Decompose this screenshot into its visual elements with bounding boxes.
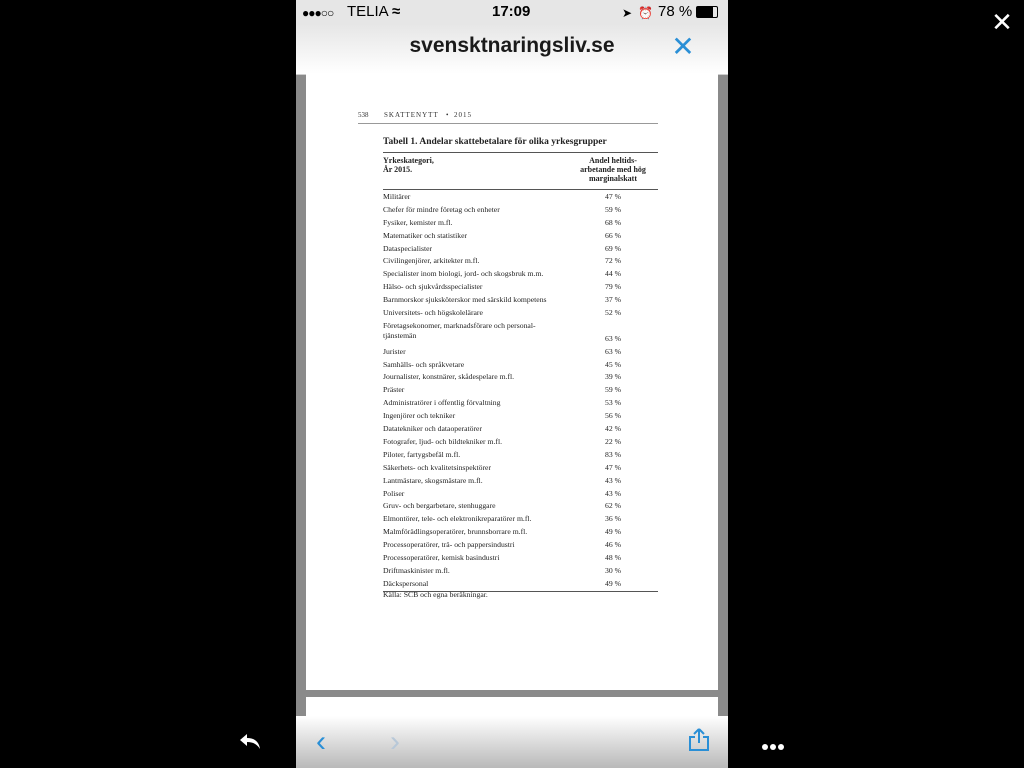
table-row <box>383 371 658 384</box>
row-category: Samhälls- och språkvetare <box>383 359 465 369</box>
row-category: Civilingenjörer, arkitekter m.fl. <box>383 256 480 266</box>
row-value: 42 % <box>604 424 621 434</box>
row-category: Processoperatörer, kemisk basindustri <box>383 552 500 562</box>
row-category: Matematiker och statistiker <box>383 230 468 240</box>
table-row <box>383 307 658 320</box>
row-category: Ingenjörer och tekniker <box>383 411 456 421</box>
table-row <box>383 565 658 578</box>
row-category <box>383 321 573 341</box>
phone-screenshot <box>296 0 728 768</box>
signal-strength: ●●●○○ <box>302 6 334 20</box>
battery-fill <box>697 7 713 17</box>
row-value: 56 % <box>604 411 621 421</box>
row-value: 22 % <box>604 436 621 446</box>
carrier-name: TELIA <box>347 3 389 20</box>
header-share-line: Andel heltids- <box>589 156 637 165</box>
table-row <box>383 539 658 552</box>
running-head <box>358 111 658 124</box>
table-row <box>383 268 658 281</box>
alarm-icon: ⏰ <box>638 6 653 20</box>
table-row <box>383 488 658 501</box>
row-category: Universitets- och högskolelärare <box>383 308 483 318</box>
battery-percent: 78 % <box>658 3 693 20</box>
row-category: Administratörer i offentlig förvaltning <box>383 398 501 408</box>
row-value: 47 % <box>604 462 621 472</box>
row-value: 62 % <box>604 501 621 511</box>
row-category: Däckspersonal <box>383 578 429 588</box>
site-title: svensktnaringsliv.se <box>409 34 615 57</box>
table-header <box>383 152 658 190</box>
row-value: 43 % <box>604 488 621 498</box>
row-category: Specialister inom biologi, jord- och skogsbruk m.m. <box>383 269 544 279</box>
close-icon[interactable]: ✕ <box>991 7 1013 37</box>
table-body <box>383 190 658 592</box>
row-value: 68 % <box>604 217 621 227</box>
row-category: Poliser <box>383 488 405 498</box>
close-browser-button[interactable]: ✕ <box>671 31 695 62</box>
row-value: 59 % <box>604 204 621 214</box>
battery-icon <box>696 6 718 18</box>
row-category-line: Företagsekonomer, marknadsförare och personal- <box>383 320 536 330</box>
row-value: 83 % <box>604 449 621 459</box>
row-category: Hälso- och sjukvårdsspecialister <box>383 282 483 292</box>
table-row <box>383 281 658 294</box>
table-row <box>383 578 658 591</box>
row-category: Säkerhets- och kvalitetsinspektörer <box>383 462 492 472</box>
row-value: 63 % <box>604 333 621 343</box>
row-value: 66 % <box>604 230 621 240</box>
reply-icon[interactable] <box>238 730 262 758</box>
table-row <box>383 410 658 423</box>
header-share <box>568 156 658 183</box>
table-row <box>383 462 658 475</box>
row-value: 63 % <box>604 346 621 356</box>
row-category: Fotografer, ljud- och bildtekniker m.fl. <box>383 436 503 446</box>
browser-header <box>296 24 728 75</box>
status-time: 17:09 <box>492 3 531 20</box>
table-row <box>383 359 658 372</box>
header-category-line: Yrkeskategori, <box>383 156 434 165</box>
separator: • <box>446 111 449 119</box>
table-row <box>383 552 658 565</box>
table-row <box>383 384 658 397</box>
table-row <box>383 320 658 346</box>
row-category: Datatekniker och dataoperatörer <box>383 424 483 434</box>
table-row <box>383 526 658 539</box>
row-value: 48 % <box>604 552 621 562</box>
row-value: 59 % <box>604 385 621 395</box>
table-row <box>383 397 658 410</box>
row-value: 46 % <box>604 540 621 550</box>
row-value: 53 % <box>604 398 621 408</box>
row-value: 52 % <box>604 308 621 318</box>
status-bar <box>296 0 728 24</box>
header-share-line: arbetande med hög <box>580 165 646 174</box>
location-icon: ➤ <box>622 6 633 20</box>
browser-toolbar <box>296 716 728 768</box>
more-icon[interactable] <box>760 730 786 758</box>
table-row <box>383 346 658 359</box>
header-share-line: marginalskatt <box>589 174 637 183</box>
row-value: 79 % <box>604 282 621 292</box>
table-row <box>383 230 658 243</box>
journal-name: SKATTENYTT <box>384 111 439 119</box>
header-category <box>383 156 533 174</box>
row-category: Malmförädlingsoperatörer, brunnsborrare m.fl. <box>383 527 528 537</box>
table-row <box>383 191 658 204</box>
row-category: Driftmaskinister m.fl. <box>383 565 450 575</box>
row-value: 37 % <box>604 295 621 305</box>
table-row <box>383 294 658 307</box>
table-row <box>383 436 658 449</box>
table-row <box>383 449 658 462</box>
row-value: 43 % <box>604 475 621 485</box>
row-category: Fysiker, kemister m.fl. <box>383 217 453 227</box>
table-row <box>383 255 658 268</box>
wifi-icon: ≈ <box>392 3 401 20</box>
table-row <box>383 243 658 256</box>
row-value: 47 % <box>604 192 621 201</box>
row-value: 49 % <box>604 578 621 588</box>
table-source: Källa: SCB och egna beräkningar. <box>383 590 488 599</box>
row-category: Piloter, fartygsbefäl m.fl. <box>383 449 461 459</box>
row-value: 39 % <box>604 372 621 382</box>
row-category: Dataspecialister <box>383 243 433 253</box>
table-row <box>383 513 658 526</box>
row-category: Barnmorskor sjuksköterskor med särskild kompetens <box>383 295 547 305</box>
row-value: 72 % <box>604 256 621 266</box>
table-title: Tabell 1. Andelar skattebetalare för olika yrkesgrupper <box>383 137 607 147</box>
row-category: Präster <box>383 385 405 395</box>
table-row <box>383 500 658 513</box>
back-button[interactable]: ‹ <box>316 725 326 758</box>
row-category: Chefer för mindre företag och enheter <box>383 204 500 214</box>
page-number: 538 <box>358 111 369 119</box>
row-value: 36 % <box>604 514 621 524</box>
data-table <box>383 152 658 592</box>
row-value: 44 % <box>604 269 621 279</box>
share-button[interactable] <box>686 728 712 756</box>
row-category: Gruv- och bergarbetare, stenhuggare <box>383 501 496 511</box>
row-value: 49 % <box>604 527 621 537</box>
row-category: Processoperatörer, trä- och pappersindustri <box>383 540 515 550</box>
table-row <box>383 423 658 436</box>
table-row <box>383 204 658 217</box>
row-category: Elmontörer, tele- och elektronikreparatörer m.fl. <box>383 514 532 524</box>
journal-year: 2015 <box>454 111 472 119</box>
forward-button[interactable]: › <box>390 725 400 758</box>
row-category-line: tjänstemän <box>383 330 417 340</box>
row-value: 69 % <box>604 243 621 253</box>
row-category: Jurister <box>383 346 406 356</box>
document-page <box>306 74 718 690</box>
header-category-line: År 2015. <box>383 165 413 174</box>
table-row <box>383 217 658 230</box>
row-category: Militärer <box>383 192 411 201</box>
row-value: 45 % <box>604 359 621 369</box>
row-category: Journalister, konstnärer, skådespelare m.fl. <box>383 372 515 382</box>
row-category: Lantmästare, skogsmästare m.fl. <box>383 475 483 485</box>
table-row <box>383 475 658 488</box>
row-value: 30 % <box>604 565 621 575</box>
